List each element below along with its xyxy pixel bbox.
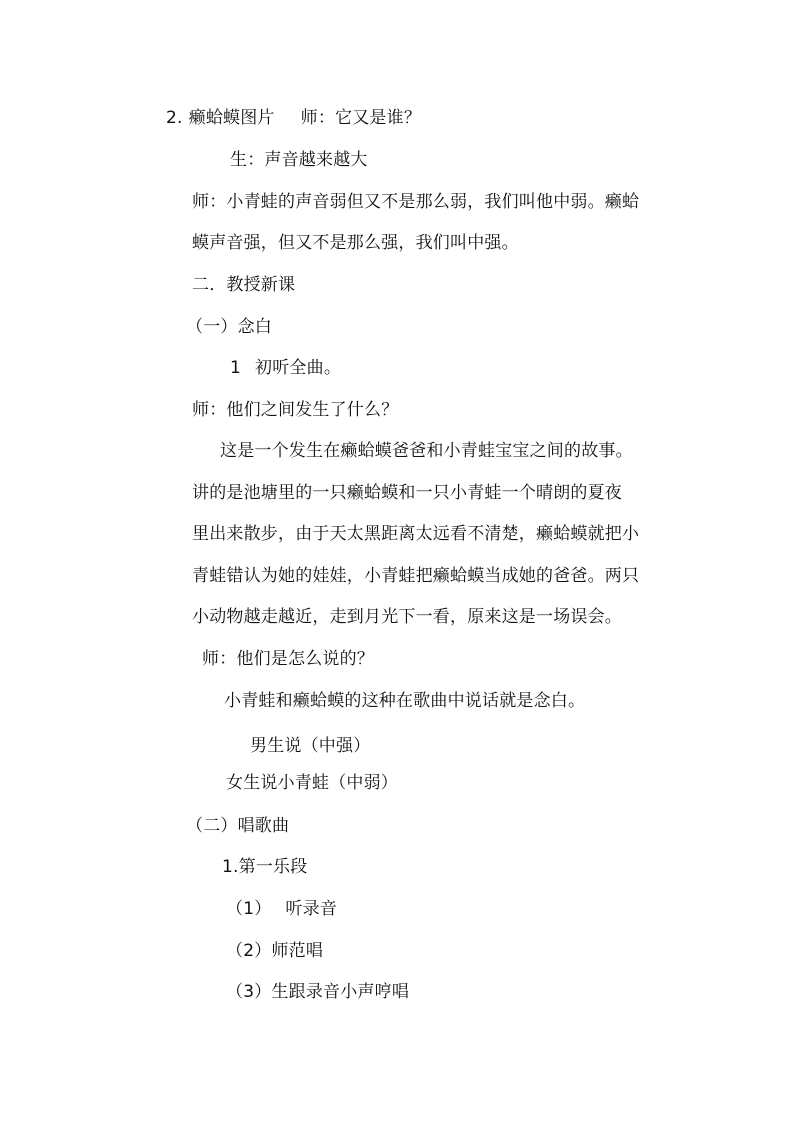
step1-text: 初听全曲。 (255, 358, 342, 378)
step-number: （2） (226, 941, 272, 961)
item2-number: 2. (166, 108, 183, 128)
story-line: 小动物越走越近，走到月光下一看，原来这是一场误会。 (192, 607, 622, 627)
student-answer: 生：声音越来越大 (230, 150, 368, 170)
teacher-explanation-line2: 蟆声音强，但又不是那么强，我们叫中强。 (192, 233, 519, 253)
step-line (226, 898, 337, 920)
step-line (226, 981, 409, 1003)
teacher-question2: 师：他们是怎么说的？ (202, 649, 374, 669)
step-text: 师范唱 (271, 941, 324, 961)
girls-role: 女生说小青蛙（中弱） (226, 773, 398, 793)
story-line: 里出来散步，由于天太黑距离太远看不清楚，癞蛤蟆就把小 (192, 524, 640, 544)
step1-line (230, 357, 341, 379)
step-number: （3） (226, 982, 272, 1002)
teacher-explanation-line1: 师：小青蛙的声音弱但又不是那么弱，我们叫他中弱。癞蛤 (192, 192, 640, 212)
section-heading-new-lesson: 二．教授新课 (192, 275, 296, 295)
step-number: （1） (226, 899, 272, 919)
part1-heading: （一）念白 (186, 317, 272, 337)
boys-role: 男生说（中强） (250, 736, 371, 756)
subsection1-heading: 1.第一乐段 (222, 857, 308, 877)
story-line: 青蛙错认为她的娃娃，小青蛙把癞蛤蟆当成她的爸爸。两只 (192, 566, 640, 586)
story-line: 讲的是池塘里的一只癞蛤蟆和一只小青蛙一个晴朗的夏夜 (192, 483, 622, 503)
step-text: 听录音 (285, 899, 338, 919)
item2-question: 师：它又是谁？ (300, 108, 422, 128)
item2-line (166, 107, 421, 129)
teacher-question: 师：他们之间发生了什么？ (192, 400, 399, 420)
story-line: 这是一个发生在癞蛤蟆爸爸和小青蛙宝宝之间的故事。 (220, 441, 633, 461)
recitation-note: 小青蛙和癞蛤蟆的这种在歌曲中说话就是念白。 (224, 691, 586, 711)
item2-title: 癞蛤蟆图片 (188, 108, 275, 128)
part2-heading: （二）唱歌曲 (186, 816, 290, 836)
step1-number: 1 (230, 358, 242, 378)
step-line (226, 940, 323, 962)
step-text: 生跟录音小声哼唱 (271, 982, 410, 1002)
